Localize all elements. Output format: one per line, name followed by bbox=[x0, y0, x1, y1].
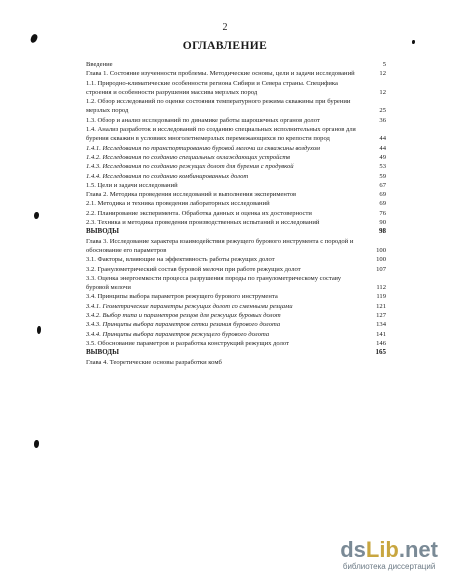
toc-entry-title: 3.4.3. Принципы выбора параметров сетки резания бурового долота bbox=[86, 321, 281, 329]
toc-entry bbox=[86, 79, 386, 98]
toc-entry-page: 5 bbox=[382, 61, 386, 68]
toc-entry-title: 3.4. Принципы выбора параметров режущего бурового инструмента bbox=[86, 293, 278, 301]
toc-entry-title: 2.1. Методика и техника проведения лабораторных исследований bbox=[86, 200, 270, 208]
toc-entry bbox=[86, 227, 386, 236]
watermark[interactable] bbox=[340, 539, 438, 571]
toc-entry-page: 90 bbox=[379, 219, 386, 227]
toc-entry-title: 3.5. Обоснование параметров и разработка конструкций режущих долот bbox=[86, 339, 290, 347]
toc-entry bbox=[86, 199, 386, 208]
toc-entry-title: 1.1. Природно-климатические особенности региона Сибири и Севера страны. Специфика строения и особенности разрушения массива мерзлых пород bbox=[86, 79, 338, 96]
watermark-logo bbox=[340, 539, 438, 561]
toc-entry-title: Введение bbox=[86, 61, 113, 68]
watermark-logo-ds: ds bbox=[340, 537, 366, 562]
toc-entry bbox=[86, 348, 386, 357]
toc-entry-page: 76 bbox=[379, 209, 386, 217]
toc-entry-title: 1.4.1. Исследования по транспортированию буровой мелочи из скважины воздухом bbox=[86, 144, 321, 152]
scan-mark bbox=[37, 326, 41, 334]
toc-entry-title: Глава 2. Методика проведения исследований и выполнения экспериментов bbox=[86, 191, 297, 199]
toc-entry bbox=[86, 255, 386, 264]
toc-entry-title: 2.2. Планирование эксперимента. Обработка данных и оценка их достоверности bbox=[86, 209, 312, 217]
toc-entry bbox=[86, 125, 386, 144]
toc-entry-title: 1.4.2. Исследования по созданию специальных охлаждающих устройств bbox=[86, 153, 291, 161]
toc-entry-page: 36 bbox=[379, 116, 386, 124]
page-number: 2 bbox=[222, 22, 228, 33]
toc-entry-page: 59 bbox=[379, 172, 386, 180]
toc-entry bbox=[86, 311, 386, 320]
toc-entry-page: 146 bbox=[376, 339, 386, 347]
toc-entry bbox=[86, 209, 386, 218]
toc-entry-title: 3.4.4. Принципы выбора параметров режущего бурового долота bbox=[86, 330, 270, 338]
toc-entry bbox=[86, 97, 386, 116]
toc-entry-page: 69 bbox=[379, 200, 386, 208]
toc-entry bbox=[86, 339, 386, 348]
toc-entry-page: 121 bbox=[376, 302, 386, 310]
toc-entry-page: 119 bbox=[376, 293, 386, 301]
toc-entry-title: 1.4.3. Исследования по созданию режущих долот для бурения с продувкой bbox=[86, 163, 294, 171]
toc-entry bbox=[86, 265, 386, 274]
toc-entry-title: 3.2. Гранулометрический состав буровой мелочи при работе режущих долот bbox=[86, 265, 301, 273]
toc-entry-page: 107 bbox=[376, 265, 386, 273]
table-of-contents bbox=[86, 60, 386, 367]
toc-entry-title: 1.5. Цели и задачи исследований bbox=[86, 181, 178, 189]
toc-entry-page: 69 bbox=[379, 191, 386, 199]
toc-entry-page: 44 bbox=[379, 144, 386, 152]
toc-entry-page: 53 bbox=[379, 163, 386, 171]
toc-entry-page: 67 bbox=[379, 181, 386, 189]
toc-entry bbox=[86, 237, 386, 256]
toc-entry-title: 3.3. Оценка энергоемкости процесса разрушения породы по гранулометрическому составу буровой мелочи bbox=[86, 274, 342, 292]
toc-entry bbox=[86, 181, 386, 190]
watermark-logo-net: .net bbox=[398, 537, 438, 562]
toc-entry-title: 1.4.4. Исследования по созданию комбинированных долот bbox=[86, 172, 249, 180]
toc-entry-page: 100 bbox=[376, 256, 386, 264]
toc-entry bbox=[86, 218, 386, 227]
toc-entry-page: 25 bbox=[379, 107, 386, 115]
toc-entry-page: 134 bbox=[376, 321, 386, 329]
toc-entry-page: 127 bbox=[376, 312, 386, 320]
toc-entry bbox=[86, 292, 386, 301]
toc-entry bbox=[86, 60, 386, 69]
toc-entry-page: 98 bbox=[379, 227, 386, 236]
toc-entry bbox=[86, 144, 386, 153]
toc-entry-title: 1.4. Анализ разработок и исследований по созданию специальных исполнительных органов для бурения скважин в условиях многолетнемерзлых перемежающихся по крепости пород bbox=[86, 126, 356, 143]
toc-entry-title: Глава 1. Состояние изученности проблемы. Методические основы, цели и задачи исследований bbox=[86, 70, 355, 78]
scan-mark bbox=[34, 440, 39, 448]
toc-entry bbox=[86, 162, 386, 171]
toc-entry bbox=[86, 330, 386, 339]
toc-entry-page: 12 bbox=[379, 88, 386, 96]
toc-entry-title: 3.1. Факторы, влияющие на эффективность работы режущих долот bbox=[86, 256, 275, 264]
toc-entry-page: 112 bbox=[376, 284, 386, 292]
toc-entry-page: 165 bbox=[375, 348, 386, 357]
watermark-logo-lib: Lib bbox=[365, 537, 399, 562]
toc-entry-page: 100 bbox=[376, 246, 386, 254]
toc-entry bbox=[86, 172, 386, 181]
toc-entry-title: ВЫВОДЫ bbox=[86, 348, 119, 357]
toc-entry-page: 44 bbox=[379, 135, 386, 143]
toc-entry-title: Глава 4. Теоретические основы разработки комб bbox=[86, 358, 222, 366]
toc-entry-title: 3.4.2. Выбор типа и параметров резцов для режущих буровых долот bbox=[86, 312, 281, 320]
toc-entry bbox=[86, 190, 386, 199]
toc-entry bbox=[86, 153, 386, 162]
page-title: ОГЛАВЛЕНИЕ bbox=[182, 40, 268, 52]
scan-mark bbox=[34, 212, 39, 219]
toc-entry-title: ВЫВОДЫ bbox=[86, 227, 119, 236]
toc-entry-title: 1.2. Обзор исследований по оценке состояния температурного режима скважины при бурении мерзлых пород bbox=[86, 98, 351, 115]
toc-entry bbox=[86, 116, 386, 125]
toc-entry-title: 1.3. Обзор и анализ исследований по динамике работы шарошечных органов долот bbox=[86, 116, 320, 124]
toc-entry-page: 12 bbox=[379, 70, 386, 78]
toc-entry-title: 3.4.1. Геометрические параметры режущих долот со сменными резцами bbox=[86, 302, 293, 310]
toc-entry-title: 2.3. Техника и методика проведения производственных испытаний и исследований bbox=[86, 219, 320, 227]
toc-entry bbox=[86, 320, 386, 329]
toc-entry-page: 49 bbox=[379, 153, 386, 161]
toc-entry-page: 141 bbox=[376, 330, 386, 338]
toc-entry-title: Глава 3. Исследование характера взаимодействия режущего бурового инструмента с породой и обоснование его параметров bbox=[86, 237, 354, 254]
toc-entry bbox=[86, 358, 386, 367]
toc-entry bbox=[86, 302, 386, 311]
toc-entry bbox=[86, 274, 386, 293]
watermark-tagline: библиотека диссертаций bbox=[342, 562, 436, 571]
toc-entry bbox=[86, 69, 386, 78]
